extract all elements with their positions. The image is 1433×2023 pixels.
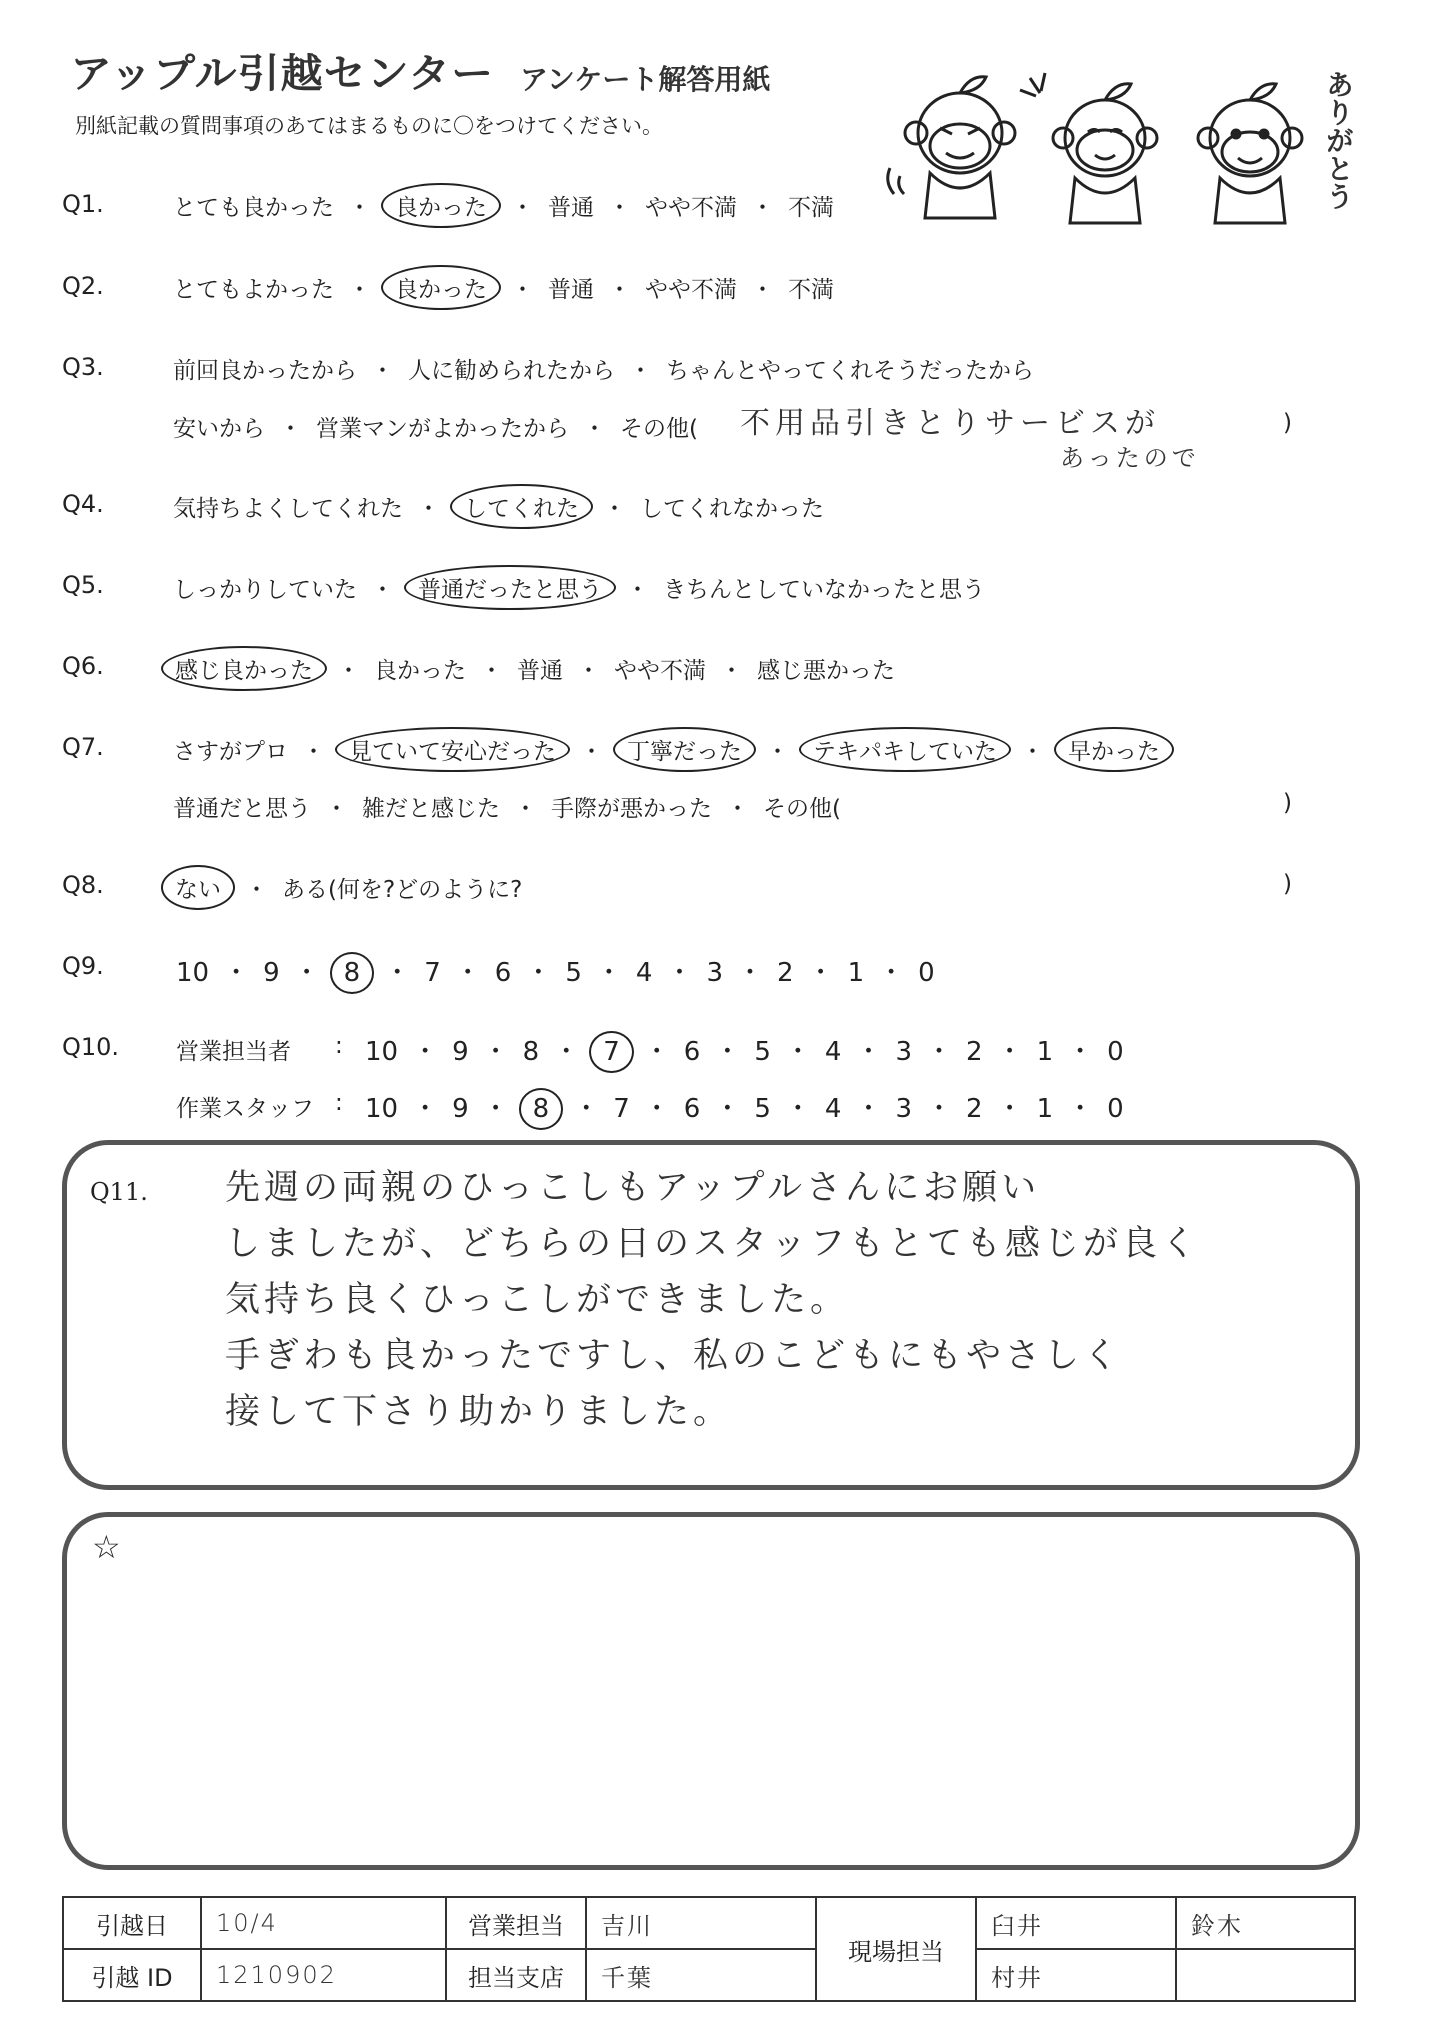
q2-option-circled[interactable]: 良かった <box>381 265 501 310</box>
q8-close-paren: ) <box>1283 871 1292 897</box>
q6-options: 感じ良かった ・ 良かった ・ 普通 ・ やや不満 ・ 感じ悪かった <box>165 652 895 685</box>
q10-sales-scale: 10 ・ 9 ・ 8 ・ 7 ・ 6 ・ 5 ・ 4 ・ 3 ・ 2 ・ 1 ・ 0 <box>365 1031 1124 1068</box>
q3-option[interactable]: ちゃんとやってくれそうだったから <box>666 358 1034 384</box>
q4-options: 気持ちよくしてくれた ・ してくれた ・ してくれなかった <box>173 490 824 523</box>
q9-score[interactable]: 1 <box>847 958 865 988</box>
q10-sales-score[interactable]: 4 <box>824 1037 842 1067</box>
q9-score[interactable]: 7 <box>424 958 441 988</box>
q8-option-circled[interactable]: ない <box>161 865 235 910</box>
q10-sales-score[interactable]: 3 <box>895 1037 913 1067</box>
q9-score[interactable]: 0 <box>918 958 935 988</box>
monkey-mascots-icon <box>880 58 1350 248</box>
sales-rep-value: 吉川 <box>586 1897 816 1949</box>
q10-staff-score[interactable]: 7 <box>613 1094 630 1124</box>
q10-colon: : <box>335 1033 343 1059</box>
q2-option[interactable]: 不満 <box>788 277 834 303</box>
q11-comment-text <box>225 1160 1200 1440</box>
q4-number: Q4. <box>62 490 104 518</box>
sales-rep-label: 営業担当 <box>446 1897 586 1949</box>
q9-score[interactable]: 9 <box>263 958 280 988</box>
q1-option[interactable]: 普通 <box>548 195 594 221</box>
q6-option[interactable]: 普通 <box>517 658 563 684</box>
q10-staff-score[interactable]: 10 <box>365 1094 399 1124</box>
q4-option-circled[interactable]: してくれた <box>450 484 593 529</box>
thanks-text: ありがとう <box>1322 70 1355 210</box>
q3-other-handwriting-2: あったので <box>1060 444 1200 472</box>
q10-colon: : <box>335 1090 343 1116</box>
q3-other-handwriting: 不用品引きとりサービスが <box>740 406 1160 441</box>
q7-option-other[interactable]: その他( <box>763 796 841 822</box>
q11-comment-line: しましたが、どちらの日のスタッフもとても感じが良く <box>225 1224 1201 1264</box>
move-id-value: 1210902 <box>201 1949 446 2001</box>
company-title: アップル引越センター <box>70 51 495 97</box>
q10-staff-score[interactable]: 1 <box>1036 1094 1054 1124</box>
q10-staff-label: 作業スタッフ <box>176 1096 314 1122</box>
q10-staff-score[interactable]: 4 <box>824 1094 842 1124</box>
q6-option[interactable]: やや不満 <box>614 658 706 684</box>
q1-option[interactable]: やや不満 <box>645 195 737 221</box>
q10-staff-score[interactable]: 3 <box>895 1094 913 1124</box>
branch-value: 千葉 <box>586 1949 816 2001</box>
q10-sales-score[interactable]: 9 <box>452 1037 469 1067</box>
q10-sales-score[interactable]: 2 <box>966 1037 983 1067</box>
q8-option[interactable]: ある(何を?どのように? <box>282 877 523 903</box>
site-rep-value-3: 村井 <box>976 1949 1176 2001</box>
q10-staff-score[interactable]: 5 <box>754 1094 771 1124</box>
q10-sales-score[interactable]: 5 <box>754 1037 771 1067</box>
q10-staff-scale: 10 ・ 9 ・ 8 ・ 7 ・ 6 ・ 5 ・ 4 ・ 3 ・ 2 ・ 1 ・ 0 <box>365 1088 1124 1125</box>
q5-number: Q5. <box>62 571 104 599</box>
q3-option[interactable]: 人に勧められたから <box>408 358 615 384</box>
site-rep-value-2: 鈴木 <box>1176 1897 1355 1949</box>
q2-option[interactable]: 普通 <box>548 277 594 303</box>
q4-option[interactable]: 気持ちよくしてくれた <box>173 496 403 522</box>
q9-score[interactable]: 6 <box>494 958 512 988</box>
q10-number: Q10. <box>62 1033 120 1061</box>
q7-option[interactable]: 雑だと感じた <box>362 796 500 822</box>
q8-options: ない ・ ある(何を?どのように? <box>165 871 522 904</box>
q3-option-other[interactable]: その他( <box>620 416 698 442</box>
q11-comment-line: 接して下さり助かりました。 <box>225 1392 733 1432</box>
q10-staff-score-circled[interactable]: 8 <box>519 1088 564 1130</box>
q3-options-row2: 安いから ・ 営業マンがよかったから ・ その他( <box>173 410 698 443</box>
q5-options: しっかりしていた ・ 普通だったと思う ・ きちんとしていなかったと思う <box>173 571 985 604</box>
q9-score[interactable]: 10 <box>176 958 210 988</box>
q7-option[interactable]: さすがプロ <box>173 739 288 765</box>
q2-option[interactable]: やや不満 <box>645 277 737 303</box>
q1-option[interactable]: 不満 <box>788 195 834 221</box>
q7-option-circled[interactable]: 丁寧だった <box>613 727 756 772</box>
q6-number: Q6. <box>62 652 104 680</box>
q10-sales-score[interactable]: 8 <box>522 1037 540 1067</box>
form-title: アンケート解答用紙 <box>520 63 771 96</box>
q3-option[interactable]: 前回良かったから <box>173 358 357 384</box>
q9-score[interactable]: 2 <box>777 958 794 988</box>
q3-options: 前回良かったから ・ 人に勧められたから ・ ちゃんとやってくれそうだったから <box>173 352 1034 385</box>
q10-staff-score[interactable]: 0 <box>1107 1094 1124 1124</box>
q11-comment-line: 先週の両親のひっこしもアップルさんにお願い <box>225 1168 1041 1208</box>
q7-option-circled[interactable]: 見ていて安心だった <box>335 727 570 772</box>
q1-option-circled[interactable]: 良かった <box>381 183 501 228</box>
q11-number: Q11. <box>90 1178 148 1206</box>
site-rep-value-empty <box>1176 1949 1355 2001</box>
q3-number: Q3. <box>62 353 104 381</box>
q5-option[interactable]: きちんとしていなかったと思う <box>663 577 985 603</box>
q1-number: Q1. <box>62 190 104 218</box>
q9-score[interactable]: 5 <box>565 958 582 988</box>
q9-score[interactable]: 4 <box>635 958 653 988</box>
footer-table <box>62 1896 1356 2002</box>
move-date-label: 引越日 <box>63 1897 201 1949</box>
q10-sales-score-circled[interactable]: 7 <box>589 1031 634 1073</box>
remarks-box[interactable] <box>62 1512 1360 1870</box>
q3-option[interactable]: 営業マンがよかったから <box>316 416 569 442</box>
move-id-label: 引越 ID <box>63 1949 201 2001</box>
q1-options: とても良かった ・ 良かった ・ 普通 ・ やや不満 ・ 不満 <box>173 189 834 222</box>
q7-option-circled[interactable]: テキパキしていた <box>799 727 1011 772</box>
q2-number: Q2. <box>62 272 104 300</box>
q3-option[interactable]: 安いから <box>173 416 265 442</box>
q2-options: とてもよかった ・ 良かった ・ 普通 ・ やや不満 ・ 不満 <box>173 271 834 304</box>
q11-comment-line: 気持ち良くひっこしができました。 <box>225 1280 850 1320</box>
site-rep-value-1: 臼井 <box>976 1897 1176 1949</box>
q6-option[interactable]: 感じ悪かった <box>757 658 895 684</box>
move-date-value: 10/4 <box>201 1897 446 1949</box>
q6-option-circled[interactable]: 感じ良かった <box>161 646 327 691</box>
q10-sales-score[interactable]: 6 <box>683 1037 701 1067</box>
q9-number: Q9. <box>62 952 104 980</box>
q8-number: Q8. <box>62 871 104 899</box>
q7-option[interactable]: 普通だと思う <box>173 796 311 822</box>
q10-sales-score[interactable]: 0 <box>1107 1037 1124 1067</box>
q5-option[interactable]: しっかりしていた <box>173 577 357 603</box>
q7-close-paren: ) <box>1283 790 1292 816</box>
q7-option[interactable]: 手際が悪かった <box>551 796 712 822</box>
q3-close-paren: ) <box>1283 410 1292 436</box>
q10-sales-score[interactable]: 1 <box>1036 1037 1054 1067</box>
q10-sales-score[interactable]: 10 <box>365 1037 399 1067</box>
branch-label: 担当支店 <box>446 1949 586 2001</box>
instruction-text: 別紙記載の質問事項のあてはまるものに〇をつけてください。 <box>75 114 663 138</box>
q4-option[interactable]: してくれなかった <box>640 496 824 522</box>
q11-comment-line: 手ぎわも良かったですし、私のこどもにもやさしく <box>225 1336 1123 1376</box>
q9-score[interactable]: 3 <box>706 958 724 988</box>
site-rep-label: 現場担当 <box>816 1897 976 2001</box>
q1-option[interactable]: とても良かった <box>173 195 334 221</box>
q2-option[interactable]: とてもよかった <box>173 277 334 303</box>
q9-score-circled[interactable]: 8 <box>330 952 375 994</box>
q6-option[interactable]: 良かった <box>374 658 466 684</box>
q7-options-row2: 普通だと思う ・ 雑だと感じた ・ 手際が悪かった ・ その他( <box>173 790 841 823</box>
q5-option-circled[interactable]: 普通だったと思う <box>404 565 616 610</box>
q7-options: さすがプロ ・ 見ていて安心だった ・ 丁寧だった ・ テキパキしていた ・ 早かった <box>173 733 1170 766</box>
q7-number: Q7. <box>62 733 104 761</box>
q9-scale: 10 ・ 9 ・ 8 ・ 7 ・ 6 ・ 5 ・ 4 ・ 3 ・ 2 ・ 1 ・ 0 <box>176 952 935 989</box>
star-icon: ☆ <box>92 1528 121 1566</box>
q10-staff-score[interactable]: 9 <box>452 1094 469 1124</box>
q10-sales-label: 営業担当者 <box>176 1039 291 1065</box>
q10-staff-score[interactable]: 2 <box>966 1094 983 1124</box>
q10-staff-score[interactable]: 6 <box>683 1094 701 1124</box>
q7-option-circled[interactable]: 早かった <box>1054 727 1174 772</box>
